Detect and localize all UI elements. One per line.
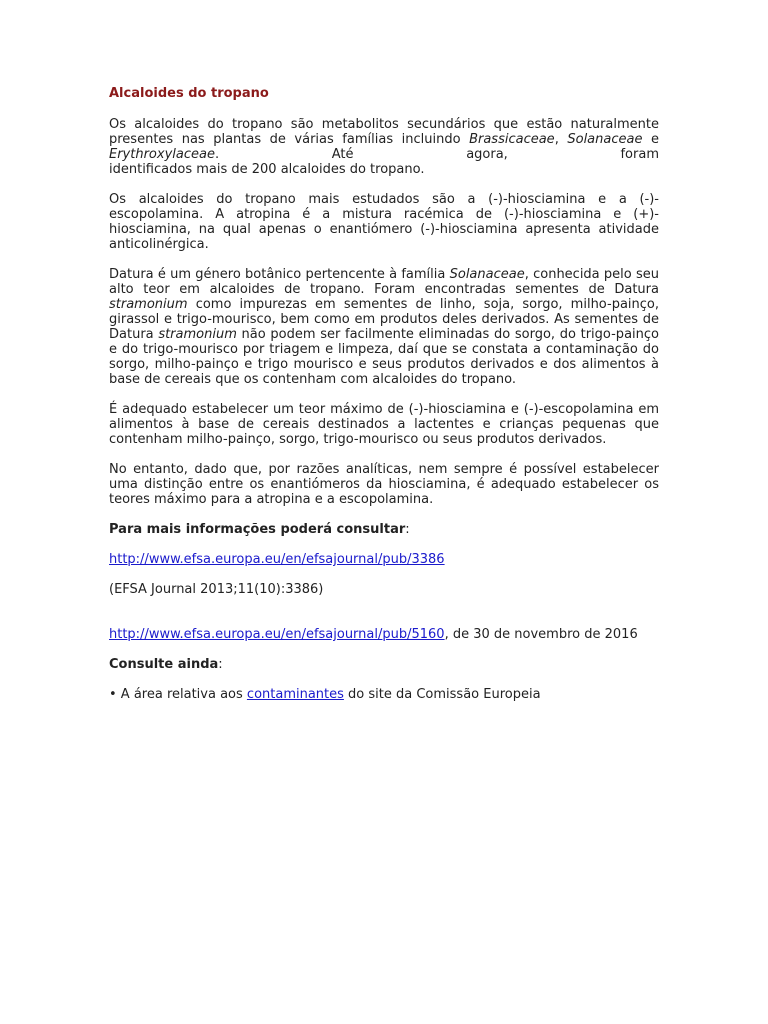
intro-line-2: presentes nas plantas de várias famílias [109, 132, 394, 147]
more-info-label: Para mais informações poderá consultar [109, 522, 406, 537]
contaminants-link[interactable]: contaminantes [246, 687, 344, 702]
bullet-text-pre: A área relativa aos [116, 687, 247, 702]
family-solanaceae: Solanaceae [567, 132, 643, 147]
see-also-heading [109, 657, 659, 672]
page-title: Alcaloides do tropano [109, 86, 269, 101]
paragraph-max-content: É adequado estabelecer um teor máximo de (-)-hiosciamina e (-)-escopolamina em alimentos à base de cereais destinados a lactentes e crianças pequenas que contenham milho-painço, sorgo, trigo-mourisco ou seus produtos derivados. [109, 402, 659, 447]
datura-italic-stramonium: stramonium [109, 297, 188, 312]
datura-text-1: Datura é um género botânico pertencente à família [109, 267, 450, 282]
efsa-link-5160[interactable]: http://www.efsa.europa.eu/en/efsajournal/pub/5160 [109, 627, 445, 642]
family-brassicaceae: Brassicaceae [469, 132, 555, 147]
intro-line-1: Os alcaloides do tropano são metabolitos secundários que estão naturalmente [109, 117, 659, 132]
family-erythroxylaceae: Erythroxylaceae [109, 147, 215, 162]
paragraph-analytics: No entanto, dado que, por razões analíticas, nem sempre é possível estabelecer uma distinção entre os enantiómeros da hiosciamina, é adequado estabelecer os teores máximo para a atropina e a escopolamina. [109, 462, 659, 507]
efsa-link-3386[interactable]: http://www.efsa.europa.eu/en/efsajournal/pub/3386 [109, 552, 445, 567]
more-info-colon: : [405, 522, 410, 537]
intro-line-4: identificados mais de 200 alcaloides do tropano. [109, 162, 425, 177]
link-2-date: , de 30 de novembro de 2016 [444, 627, 638, 642]
datura-text-3: como impurezas em sementes de linho, soja, sorgo, milho-painço, girassol e trigo-mourisco, bem como em produtos deles derivados. As sementes de Datura [109, 297, 659, 342]
intro-separator: , [554, 132, 568, 147]
more-info-heading [109, 522, 659, 537]
document-body [109, 86, 659, 702]
datura-italic-stramonium-2: stramonium [158, 327, 237, 342]
paragraph-alkaloids: Os alcaloides do tropano mais estudados são a (-)-hiosciamina e a (-)-escopolamina. A atropina é a mistura racémica de (-)-hiosciamina e (+)-hiosciamina, na qual apenas o enantiómero (-)-hiosciamina apresenta atividade anticolinérgica. [109, 192, 659, 252]
paragraph-intro [109, 117, 659, 177]
datura-text-4: não podem ser facilmente eliminadas do sorgo, do trigo-painço e do trigo-mourisco por triagem e limpeza, daí que se constata a contaminação do sorgo, milho-painço e trigo mourisco e seus produtos derivados e dos alimentos à base de cereais que os contenham com alcaloides do tropano. [109, 327, 659, 387]
list-item-contaminants [109, 687, 659, 702]
link-paragraph-2 [109, 627, 659, 642]
bullet-text-post: do site da Comissão Europeia [343, 687, 541, 702]
datura-italic-solanaceae: Solanaceae [449, 267, 525, 282]
bullet-marker: • [109, 687, 117, 702]
link-paragraph-1 [109, 552, 659, 567]
paragraph-datura [109, 267, 659, 387]
intro-conjunction: e [642, 132, 659, 147]
see-also-colon: : [218, 657, 223, 672]
intro-line-3-prefix: incluindo [401, 132, 470, 147]
datura-text-2: , conhecida pelo seu alto teor em alcaloides de tropano. Foram encontradas sementes de Datura [109, 267, 659, 297]
see-also-label: Consulte ainda [109, 657, 219, 672]
intro-line-3-suffix: . Até agora, foram [214, 147, 659, 162]
citation: (EFSA Journal 2013;11(10):3386) [109, 582, 324, 597]
